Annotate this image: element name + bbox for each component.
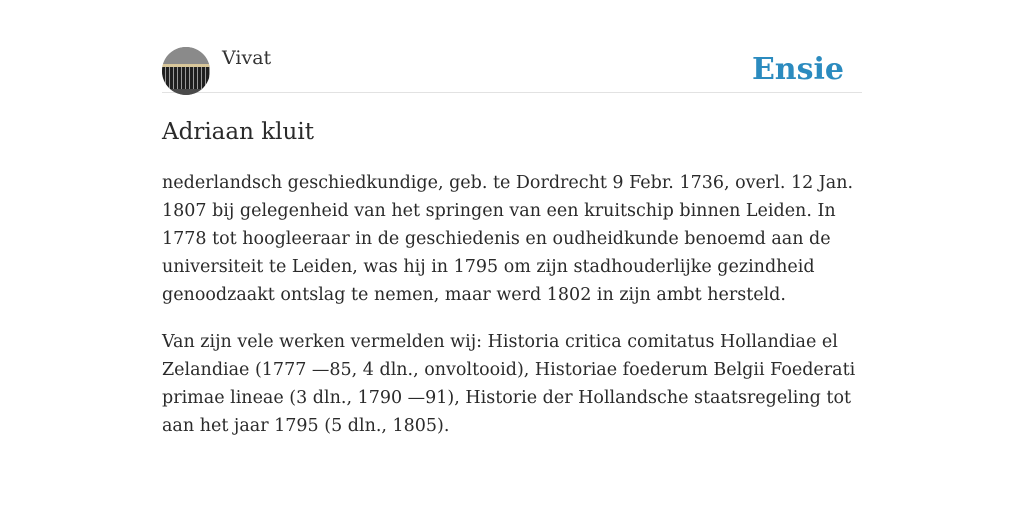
brand-logo[interactable]: Ensie (751, 52, 844, 87)
avatar-image-keys (162, 67, 210, 89)
article-page (162, 0, 862, 440)
avatar-image-top (162, 47, 210, 64)
page-title: Adriaan kluit (162, 119, 314, 145)
header (162, 0, 862, 93)
avatar[interactable] (162, 47, 210, 95)
article-paragraph-2: Van zijn vele werken vermelden wij: Historia critica comitatus Hollandiae el Zelandiae (1777 —85, 4 dln., onvoltooid), Historiae foederum Belgii Foederati primae lineae (3 dln., 1790 —91), Historie der Hollandsche staatsregeling tot aan het jaar 1795 (5 dln., 1805). (162, 332, 856, 436)
article-paragraph-1: nederlandsch geschiedkundige, geb. te Dordrecht 9 Febr. 1736, overl. 12 Jan. 1807 bij gelegenheid van het springen van een kruitschip binnen Leiden. In 1778 tot hoogleeraar in de geschiedenis en oudheidkunde benoemd aan de universiteit te Leiden, was hij in 1795 om zijn stadhouderlijke gezindheid genoodzaakt ontslag te nemen, maar werd 1802 in zijn ambt hersteld. (162, 173, 854, 305)
avatar-image-bottom (162, 89, 210, 95)
author-name[interactable]: Vivat (222, 47, 272, 69)
